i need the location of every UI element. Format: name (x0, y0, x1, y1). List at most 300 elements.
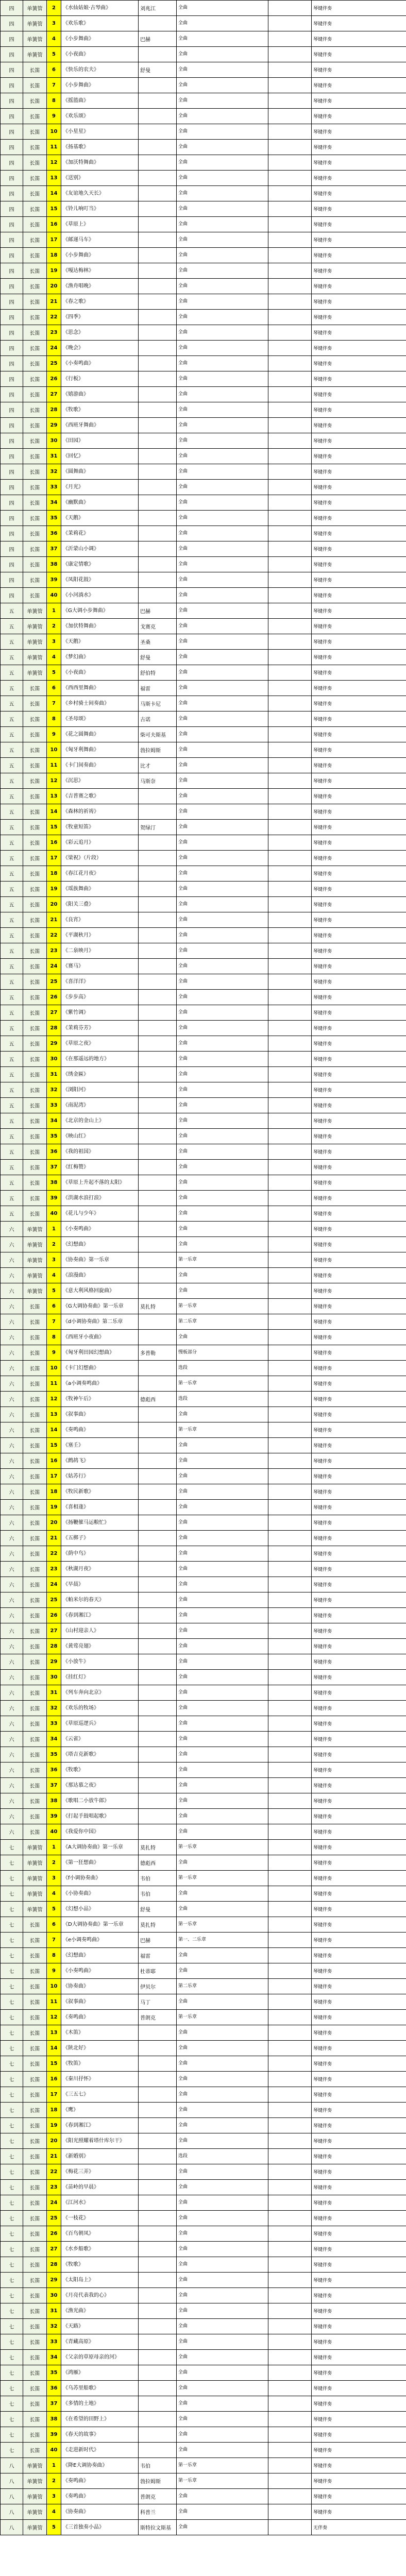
grade-cell: 四 (1, 402, 23, 418)
grade-cell: 七 (1, 2041, 23, 2056)
exam-type-cell (268, 341, 312, 356)
piece-title-cell: 《草原之夜》 (61, 1036, 139, 1052)
grade-cell: 四 (1, 371, 23, 387)
composer-cell: 舒曼 (139, 1902, 177, 1917)
grade-cell: 七 (1, 2118, 23, 2133)
number-cell: 1 (47, 603, 61, 619)
exam-type-cell (268, 2350, 312, 2365)
grade-cell: 四 (1, 248, 23, 263)
note-cell: 琴键伴奏 (312, 1546, 406, 1562)
instrument-cell: 长笛 (23, 912, 47, 928)
note-cell: 琴键伴奏 (312, 1453, 406, 1469)
exam-type-cell (268, 1793, 312, 1809)
composer-cell: 马丁 (139, 1994, 177, 2010)
table-row (1, 1191, 406, 1206)
instrument-cell: 单簧管 (23, 1237, 47, 1252)
exam-type-cell (268, 1886, 312, 1902)
requirement-cell: 全曲 (177, 882, 268, 897)
instrument-cell: 长笛 (23, 1484, 47, 1500)
note-cell: 琴键伴奏 (312, 1762, 406, 1778)
piece-title-cell: 《早晨》 (61, 1577, 139, 1592)
instrument-cell: 单簧管 (23, 1268, 47, 1283)
table-row (1, 2458, 406, 2473)
instrument-cell: 长笛 (23, 2164, 47, 2180)
note-cell: 琴键伴奏 (312, 248, 406, 263)
note-cell: 琴键伴奏 (312, 294, 406, 310)
composer-cell: 多普勒 (139, 1345, 177, 1361)
piece-title-cell: 《茉莉芬芳》 (61, 1021, 139, 1036)
number-cell: 39 (47, 572, 61, 588)
number-cell: 36 (47, 1144, 61, 1160)
requirement-cell: 全曲 (177, 1685, 268, 1701)
note-cell: 琴键伴奏 (312, 1191, 406, 1206)
instrument-cell: 长笛 (23, 1345, 47, 1361)
requirement-cell: 全曲 (177, 866, 268, 882)
requirement-cell: 全曲 (177, 356, 268, 371)
number-cell: 35 (47, 511, 61, 526)
number-cell: 26 (47, 2226, 61, 2242)
grade-cell: 五 (1, 1082, 23, 1098)
composer-cell: 舒曼 (139, 650, 177, 665)
requirement-cell: 全曲 (177, 541, 268, 557)
number-cell: 3 (47, 16, 61, 31)
table-row (1, 959, 406, 974)
piece-title-cell: 《回忆》 (61, 449, 139, 464)
note-cell: 琴键伴奏 (312, 1407, 406, 1422)
requirement-cell: 全曲 (177, 511, 268, 526)
instrument-cell: 长笛 (23, 1994, 47, 2010)
instrument-cell: 长笛 (23, 310, 47, 325)
exam-type-cell (268, 526, 312, 541)
note-cell: 琴键伴奏 (312, 727, 406, 742)
number-cell: 15 (47, 1438, 61, 1453)
grade-cell: 八 (1, 2473, 23, 2489)
number-cell: 8 (47, 93, 61, 109)
composer-cell (139, 325, 177, 341)
requirement-cell: 第二乐章 (177, 1979, 268, 1994)
piece-title-cell: 《森林的祈祷》 (61, 804, 139, 820)
composer-cell (139, 2118, 177, 2133)
table-row (1, 1902, 406, 1917)
composer-cell (139, 1732, 177, 1747)
grade-cell: 六 (1, 1407, 23, 1422)
composer-cell: 舒曼 (139, 62, 177, 78)
grade-cell: 八 (1, 2458, 23, 2473)
number-cell: 38 (47, 1175, 61, 1191)
number-cell: 14 (47, 186, 61, 201)
requirement-cell: 全曲 (177, 2072, 268, 2087)
table-row (1, 186, 406, 201)
number-cell: 4 (47, 1268, 61, 1283)
number-cell: 9 (47, 727, 61, 742)
number-cell: 36 (47, 526, 61, 541)
requirement-cell: 全曲 (177, 711, 268, 727)
composer-cell (139, 402, 177, 418)
instrument-cell: 长笛 (23, 804, 47, 820)
number-cell: 37 (47, 2396, 61, 2412)
number-cell: 18 (47, 248, 61, 263)
exam-type-cell (268, 634, 312, 650)
exam-type-cell (268, 1562, 312, 1577)
piece-title-cell: 《G大调小步舞曲》 (61, 603, 139, 619)
composer-cell: 韦伯 (139, 2458, 177, 2473)
number-cell: 25 (47, 974, 61, 990)
grade-cell: 四 (1, 1, 23, 16)
number-cell: 16 (47, 835, 61, 851)
piece-title-cell: 《小步舞曲》 (61, 248, 139, 263)
number-cell: 7 (47, 1314, 61, 1330)
grade-cell: 五 (1, 742, 23, 758)
instrument-cell: 长笛 (23, 1376, 47, 1392)
grade-cell: 五 (1, 758, 23, 773)
exam-type-cell (268, 1438, 312, 1453)
grade-cell: 七 (1, 2427, 23, 2443)
requirement-cell: 第一、二乐章 (177, 1933, 268, 1948)
piece-title-cell: 《乡村骑士间奏曲》 (61, 696, 139, 711)
composer-cell (139, 804, 177, 820)
piece-title-cell: 《云雀》 (61, 1732, 139, 1747)
note-cell: 琴键伴奏 (312, 2195, 406, 2211)
requirement-cell: 全曲 (177, 2504, 268, 2520)
number-cell: 8 (47, 711, 61, 727)
note-cell: 琴键伴奏 (312, 2149, 406, 2164)
grade-cell: 七 (1, 2195, 23, 2211)
piece-title-cell: 《协奏曲》 (61, 2504, 139, 2520)
grade-cell: 五 (1, 1129, 23, 1144)
composer-cell (139, 1515, 177, 1531)
requirement-cell: 第一乐章 (177, 2473, 268, 2489)
requirement-cell: 全曲 (177, 2133, 268, 2149)
grade-cell: 六 (1, 1824, 23, 1840)
note-cell: 琴键伴奏 (312, 2118, 406, 2133)
table-row (1, 2087, 406, 2103)
composer-cell: 伊贝尔 (139, 1979, 177, 1994)
note-cell: 琴键伴奏 (312, 2056, 406, 2072)
number-cell: 29 (47, 2273, 61, 2288)
table-row (1, 310, 406, 325)
instrument-cell: 长笛 (23, 1500, 47, 1515)
grade-cell: 七 (1, 2056, 23, 2072)
composer-cell (139, 2412, 177, 2427)
number-cell: 25 (47, 2211, 61, 2226)
exam-type-cell (268, 232, 312, 248)
piece-title-cell: 《鸿雁》 (61, 2365, 139, 2381)
requirement-cell: 全曲 (177, 2025, 268, 2041)
table-row (1, 2149, 406, 2164)
note-cell: 琴键伴奏 (312, 279, 406, 294)
grade-cell: 六 (1, 1392, 23, 1407)
number-cell: 12 (47, 155, 61, 171)
table-row (1, 1361, 406, 1376)
piece-title-cell: 《叙事曲》 (61, 1407, 139, 1422)
exam-type-cell (268, 851, 312, 866)
instrument-cell: 单簧管 (23, 2458, 47, 2473)
piece-title-cell: 《小放牛》 (61, 1654, 139, 1670)
number-cell: 13 (47, 1407, 61, 1422)
number-cell: 6 (47, 1299, 61, 1314)
table-row (1, 1067, 406, 1082)
piece-title-cell: 《小奏鸣曲》 (61, 356, 139, 371)
requirement-cell: 全曲 (177, 1623, 268, 1639)
grade-cell: 五 (1, 711, 23, 727)
piece-title-cell: 《梁祝》（片段） (61, 851, 139, 866)
exam-type-cell (268, 650, 312, 665)
exam-type-cell (268, 2133, 312, 2149)
instrument-cell: 长笛 (23, 1979, 47, 1994)
piece-title-cell: 《鹰》 (61, 2103, 139, 2118)
table-row (1, 2010, 406, 2025)
grade-cell: 六 (1, 1747, 23, 1762)
composer-cell (139, 882, 177, 897)
composer-cell (139, 1175, 177, 1191)
grade-cell: 六 (1, 1252, 23, 1268)
piece-title-cell: 《牧笛》 (61, 2056, 139, 2072)
instrument-cell: 长笛 (23, 1670, 47, 1685)
exam-type-cell (268, 1809, 312, 1824)
number-cell: 12 (47, 773, 61, 789)
exam-type-cell (268, 2412, 312, 2427)
number-cell: 16 (47, 2072, 61, 2087)
requirement-cell: 全曲 (177, 93, 268, 109)
instrument-cell: 长笛 (23, 1685, 47, 1701)
piece-title-cell: 《d小调协奏曲》第二乐章 (61, 1314, 139, 1330)
composer-cell (139, 356, 177, 371)
grade-cell: 四 (1, 294, 23, 310)
grade-cell: 七 (1, 2443, 23, 2458)
piece-title-cell: 《草原上》 (61, 217, 139, 232)
exam-type-cell (268, 2149, 312, 2164)
requirement-cell: 全曲 (177, 1809, 268, 1824)
piece-title-cell: 《卡门幻想曲》 (61, 1361, 139, 1376)
instrument-cell: 长笛 (23, 1639, 47, 1654)
instrument-cell: 长笛 (23, 2381, 47, 2396)
note-cell: 琴键伴奏 (312, 634, 406, 650)
instrument-cell: 长笛 (23, 2273, 47, 2288)
requirement-cell: 全曲 (177, 619, 268, 634)
grade-cell: 七 (1, 1871, 23, 1886)
note-cell: 琴键伴奏 (312, 526, 406, 541)
grade-cell: 六 (1, 1531, 23, 1546)
number-cell: 23 (47, 943, 61, 959)
table-row (1, 1855, 406, 1871)
number-cell: 20 (47, 897, 61, 912)
instrument-cell: 长笛 (23, 1206, 47, 1222)
note-cell: 琴键伴奏 (312, 1855, 406, 1871)
exam-type-cell (268, 109, 312, 124)
table-row (1, 47, 406, 62)
exam-type-cell (268, 943, 312, 959)
note-cell: 琴键伴奏 (312, 1809, 406, 1824)
composer-cell (139, 1747, 177, 1762)
composer-cell: 福雷 (139, 681, 177, 696)
grade-cell: 六 (1, 1546, 23, 1562)
instrument-cell: 长笛 (23, 943, 47, 959)
composer-cell (139, 2180, 177, 2195)
requirement-cell: 全曲 (177, 1701, 268, 1716)
table-row (1, 1113, 406, 1129)
requirement-cell: 全曲 (177, 1546, 268, 1562)
instrument-cell: 长笛 (23, 2056, 47, 2072)
requirement-cell: 全曲 (177, 2520, 268, 2535)
exam-type-cell (268, 140, 312, 155)
composer-cell (139, 990, 177, 1005)
note-cell: 琴键伴奏 (312, 433, 406, 449)
table-row (1, 1871, 406, 1886)
exam-type-cell (268, 387, 312, 402)
piece-title-cell: 《花之圆舞曲》 (61, 727, 139, 742)
composer-cell (139, 1824, 177, 1840)
note-cell: 琴键伴奏 (312, 990, 406, 1005)
table-row (1, 1515, 406, 1531)
requirement-cell: 全曲 (177, 1469, 268, 1484)
instrument-cell: 长笛 (23, 93, 47, 109)
requirement-cell: 全曲 (177, 2211, 268, 2226)
composer-cell (139, 1654, 177, 1670)
table-row (1, 650, 406, 665)
table-row (1, 1608, 406, 1623)
piece-title-cell: 《帕米尔的春天》 (61, 1592, 139, 1608)
number-cell: 18 (47, 2103, 61, 2118)
piece-title-cell: 《协奏曲》第一乐章 (61, 1252, 139, 1268)
requirement-cell: 全曲 (177, 2164, 268, 2180)
number-cell: 38 (47, 557, 61, 572)
table-row (1, 1345, 406, 1361)
grade-cell: 七 (1, 2288, 23, 2303)
piece-title-cell: 《欢乐的牧场》 (61, 1701, 139, 1716)
instrument-cell: 长笛 (23, 1824, 47, 1840)
grade-cell: 五 (1, 1144, 23, 1160)
grade-cell: 四 (1, 310, 23, 325)
instrument-cell: 长笛 (23, 1160, 47, 1175)
piece-title-cell: 《牧童短笛》 (61, 820, 139, 835)
requirement-cell: 全曲 (177, 2365, 268, 2381)
piece-title-cell: 《紫竹调》 (61, 1005, 139, 1021)
instrument-cell: 长笛 (23, 1469, 47, 1484)
note-cell: 琴键伴奏 (312, 217, 406, 232)
composer-cell (139, 1500, 177, 1515)
requirement-cell: 全曲 (177, 1082, 268, 1098)
exam-type-cell (268, 1052, 312, 1067)
note-cell: 琴键伴奏 (312, 2041, 406, 2056)
requirement-cell: 全曲 (177, 1453, 268, 1469)
note-cell: 琴键伴奏 (312, 2319, 406, 2334)
number-cell: 23 (47, 1562, 61, 1577)
instrument-cell: 长笛 (23, 820, 47, 835)
grade-cell: 六 (1, 1716, 23, 1732)
number-cell: 34 (47, 1113, 61, 1129)
instrument-cell: 长笛 (23, 2427, 47, 2443)
instrument-cell: 单簧管 (23, 1222, 47, 1237)
instrument-cell: 长笛 (23, 789, 47, 804)
requirement-cell: 全曲 (177, 1531, 268, 1546)
table-row (1, 727, 406, 742)
piece-title-cell: 《姑苏行》 (61, 1469, 139, 1484)
exam-type-cell (268, 2427, 312, 2443)
table-row (1, 1670, 406, 1685)
grade-cell: 七 (1, 1855, 23, 1871)
composer-cell (139, 2257, 177, 2273)
instrument-cell: 长笛 (23, 711, 47, 727)
composer-cell: 贺绿汀 (139, 820, 177, 835)
note-cell: 琴键伴奏 (312, 1036, 406, 1052)
grade-cell: 四 (1, 232, 23, 248)
piece-title-cell: 《牧民新歌》 (61, 1484, 139, 1500)
grade-cell: 七 (1, 1963, 23, 1979)
grade-cell: 五 (1, 773, 23, 789)
note-cell: 琴键伴奏 (312, 1531, 406, 1546)
table-row (1, 1484, 406, 1500)
number-cell: 31 (47, 2303, 61, 2319)
note-cell: 琴键伴奏 (312, 1701, 406, 1716)
number-cell: 23 (47, 325, 61, 341)
table-row (1, 851, 406, 866)
composer-cell (139, 418, 177, 433)
composer-cell (139, 1592, 177, 1608)
instrument-cell: 长笛 (23, 541, 47, 557)
requirement-cell: 全曲 (177, 2303, 268, 2319)
note-cell: 琴键伴奏 (312, 2458, 406, 2473)
note-cell: 琴键伴奏 (312, 356, 406, 371)
piece-title-cell: 《列车奔向北京》 (61, 1685, 139, 1701)
instrument-cell: 长笛 (23, 1361, 47, 1376)
grade-cell: 四 (1, 109, 23, 124)
table-row (1, 2504, 406, 2520)
exam-type-cell (268, 2056, 312, 2072)
piece-title-cell: 《青藏高原》 (61, 2334, 139, 2350)
grade-cell: 七 (1, 2103, 23, 2118)
exam-type-cell (268, 882, 312, 897)
composer-cell (139, 1052, 177, 1067)
number-cell: 24 (47, 341, 61, 356)
composer-cell: 巴赫 (139, 1933, 177, 1948)
composer-cell (139, 2041, 177, 2056)
piece-title-cell: 《小夜曲》 (61, 665, 139, 681)
exam-type-cell (268, 1036, 312, 1052)
exam-type-cell (268, 62, 312, 78)
grade-cell: 五 (1, 928, 23, 943)
number-cell: 4 (47, 650, 61, 665)
number-cell: 19 (47, 2118, 61, 2133)
exam-type-cell (268, 665, 312, 681)
table-row (1, 1283, 406, 1299)
exam-type-cell (268, 93, 312, 109)
number-cell: 35 (47, 2365, 61, 2381)
note-cell: 琴键伴奏 (312, 1994, 406, 2010)
requirement-cell: 全曲 (177, 1005, 268, 1021)
note-cell: 琴键伴奏 (312, 2242, 406, 2257)
note-cell: 琴键伴奏 (312, 943, 406, 959)
composer-cell (139, 1670, 177, 1685)
note-cell: 琴键伴奏 (312, 511, 406, 526)
instrument-cell: 单簧管 (23, 2520, 47, 2535)
composer-cell (139, 1809, 177, 1824)
table-row (1, 1562, 406, 1577)
piece-title-cell: 《三首独奏小品》 (61, 2520, 139, 2535)
piece-title-cell: 《在希望的田野上》 (61, 2412, 139, 2427)
number-cell: 18 (47, 866, 61, 882)
table-row (1, 974, 406, 990)
number-cell: 32 (47, 1701, 61, 1716)
note-cell: 琴键伴奏 (312, 912, 406, 928)
instrument-cell: 单簧管 (23, 1871, 47, 1886)
instrument-cell: 长笛 (23, 2103, 47, 2118)
table-row (1, 588, 406, 603)
exam-type-cell (268, 1361, 312, 1376)
number-cell: 25 (47, 356, 61, 371)
table-row (1, 1762, 406, 1778)
note-cell: 琴键伴奏 (312, 325, 406, 341)
note-cell: 琴键伴奏 (312, 866, 406, 882)
